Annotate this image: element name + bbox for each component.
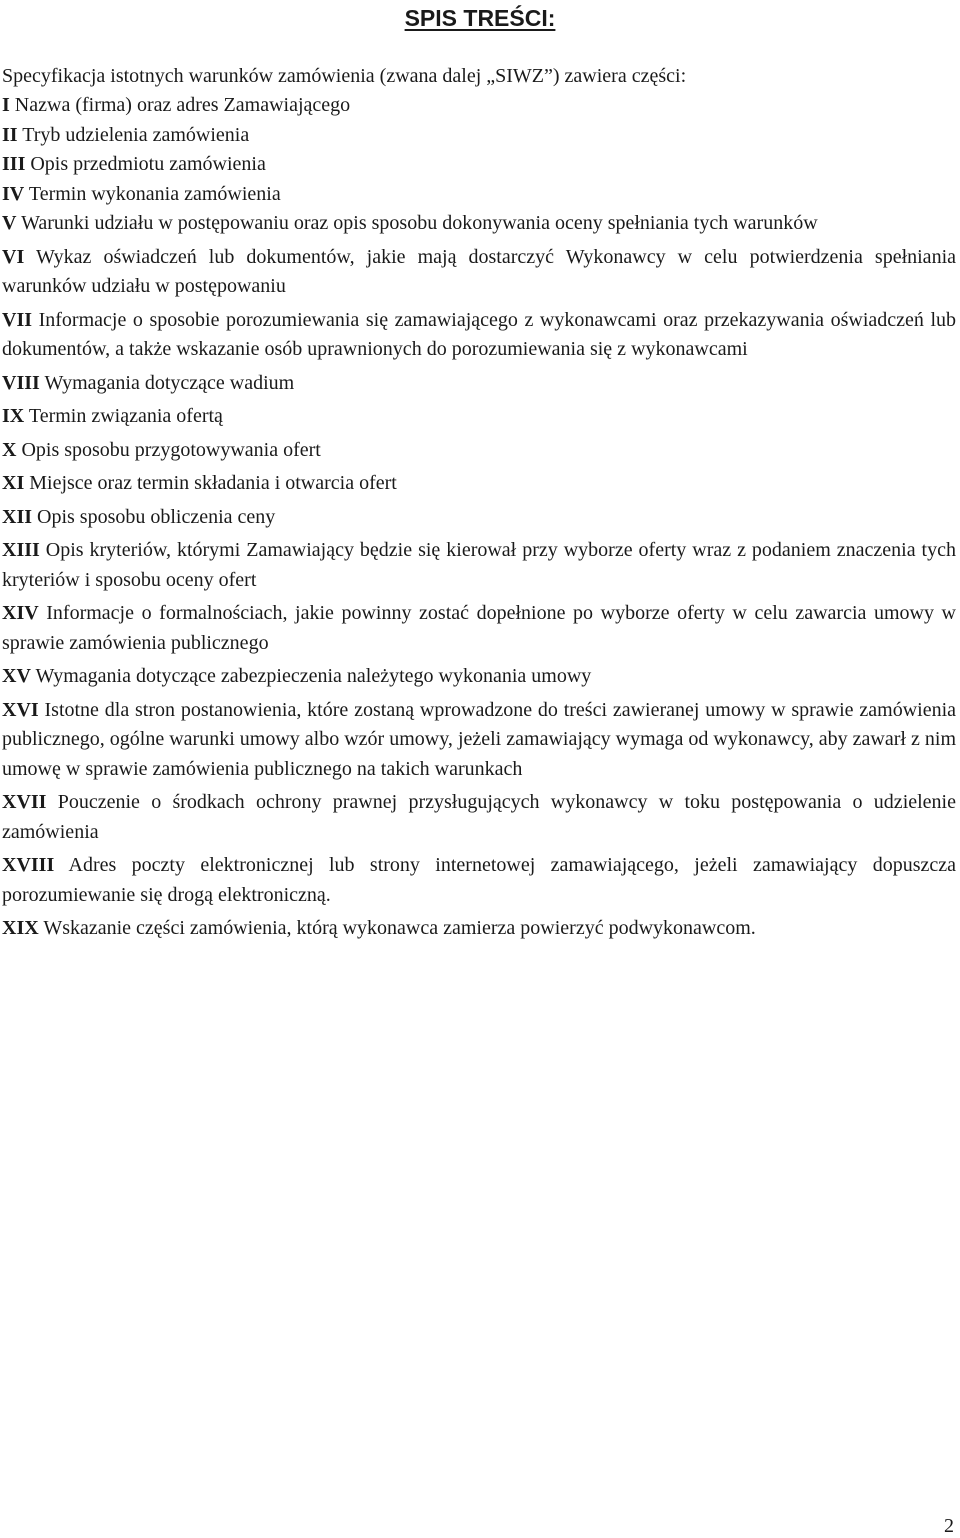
toc-item-number: XIV bbox=[2, 602, 39, 624]
toc-item-number: V bbox=[2, 212, 17, 234]
intro-text: Specyfikacja istotnych warunków zamówienia (zwana dalej „SIWZ”) zawiera części: bbox=[2, 65, 687, 87]
toc-item-viii bbox=[2, 369, 956, 399]
toc-item-xv bbox=[2, 662, 956, 692]
toc-item-text: Warunki udziału w postępowaniu oraz opis sposobu dokonywania oceny spełniania tych warunków bbox=[21, 212, 818, 234]
toc-item-number: III bbox=[2, 153, 26, 175]
toc-item-xi bbox=[2, 469, 956, 499]
toc-item-text: Wymagania dotyczące wadium bbox=[44, 371, 295, 394]
toc-item-number: IV bbox=[2, 182, 25, 205]
toc-item-text: Opis kryteriów, którymi Zamawiający będzie się kierował przy wyborze oferty wraz z podaniem znaczenia tych kryteriów i sposobu oceny ofert bbox=[2, 539, 956, 591]
toc-item-number: IX bbox=[2, 405, 25, 427]
toc-item-number: XIX bbox=[2, 917, 39, 939]
toc-item-text: Informacje o sposobie porozumiewania się zamawiającego z wykonawcami oraz przekazywania oświadczeń lub dokumentów, a także wskazanie osób uprawnionych do porozumiewania się z wykonawcami bbox=[2, 308, 957, 360]
toc-item-xix bbox=[2, 914, 956, 944]
toc-item-xviii bbox=[2, 851, 956, 910]
toc-item-text: Wymagania dotyczące zabezpieczenia należytego wykonania umowy bbox=[35, 665, 592, 687]
toc-item-xii bbox=[2, 503, 956, 533]
toc-item-vii bbox=[2, 306, 956, 365]
toc-item-text: Adres poczty elektronicznej lub strony internetowej zamawiającego, jeżeli zamawiający dopuszcza porozumiewanie się drogą elektroniczną. bbox=[2, 854, 956, 906]
toc-item-text: Termin związania ofertą bbox=[28, 405, 223, 427]
toc-item-i bbox=[2, 91, 956, 121]
toc-item-number: XVIII bbox=[2, 854, 55, 876]
toc-item-text: Informacje o formalnościach, jakie powinny zostać dopełnione po wyborze oferty w celu zawarcia umowy w sprawie zamówienia publicznego bbox=[2, 602, 956, 654]
toc-item-text: Istotne dla stron postanowienia, które zostaną wprowadzone do treści zawieranej umowy w sprawie zamówienia publicznego, ogólne warunki umowy albo wzór umowy, jeżeli zamawiający wymaga od wykonawcy, aby zawarł z nim umowę w sprawie zamówienia publicznego na takich warunkach bbox=[2, 698, 957, 780]
toc-item-text: Tryb udzielenia zamówienia bbox=[22, 123, 250, 146]
toc-item-number: VII bbox=[2, 308, 33, 331]
toc-item-x bbox=[2, 436, 956, 466]
toc-item-v bbox=[2, 209, 956, 239]
toc-item-text: Miejsce oraz termin składania i otwarcia ofert bbox=[29, 472, 397, 494]
toc-item-number: X bbox=[2, 438, 17, 461]
toc-item-number: II bbox=[2, 123, 18, 146]
page-number: 2 bbox=[944, 1515, 954, 1537]
toc-item-ii bbox=[2, 121, 956, 151]
toc-item-text: Opis sposobu przygotowywania ofert bbox=[21, 438, 321, 461]
toc-item-text: Opis sposobu obliczenia ceny bbox=[37, 505, 276, 528]
toc-item-text: Pouczenie o środkach ochrony prawnej przysługujących wykonawcy w toku postępowania o udzielenie zamówienia bbox=[2, 791, 956, 843]
toc-item-text: Wskazanie części zamówienia, którą wykonawca zamierza powierzyć podwykonawcom. bbox=[43, 917, 756, 939]
toc-item-number: XIII bbox=[2, 539, 40, 561]
page-title bbox=[0, 3, 960, 33]
toc-item-xiv bbox=[2, 599, 956, 658]
toc-item-number: VI bbox=[2, 245, 25, 268]
toc-item-text: Nazwa (firma) oraz adres Zamawiającego bbox=[14, 94, 351, 116]
toc-item-number: XVII bbox=[2, 791, 47, 813]
toc-item-vi bbox=[2, 243, 956, 302]
table-of-contents bbox=[2, 91, 956, 944]
toc-item-text: Termin wykonania zamówienia bbox=[28, 182, 281, 205]
toc-item-iii bbox=[2, 150, 956, 180]
toc-item-number: XII bbox=[2, 505, 33, 528]
toc-item-number: I bbox=[2, 94, 10, 116]
toc-item-text: Opis przedmiotu zamówienia bbox=[30, 153, 266, 175]
page-title-text: SPIS TREŚCI: bbox=[404, 5, 556, 31]
toc-item-iv bbox=[2, 180, 956, 210]
toc-item-xiii bbox=[2, 536, 956, 595]
toc-item-ix bbox=[2, 402, 956, 432]
toc-item-xvii bbox=[2, 788, 956, 847]
toc-item-number: VIII bbox=[2, 371, 40, 394]
toc-item-xvi bbox=[2, 696, 956, 785]
toc-item-number: XI bbox=[2, 472, 25, 494]
toc-item-number: XVI bbox=[2, 698, 39, 721]
toc-item-number: XV bbox=[2, 665, 31, 687]
toc-item-text: Wykaz oświadczeń lub dokumentów, jakie mają dostarczyć Wykonawcy w celu potwierdzenia spełniania warunków udziału w postępowaniu bbox=[2, 245, 956, 297]
